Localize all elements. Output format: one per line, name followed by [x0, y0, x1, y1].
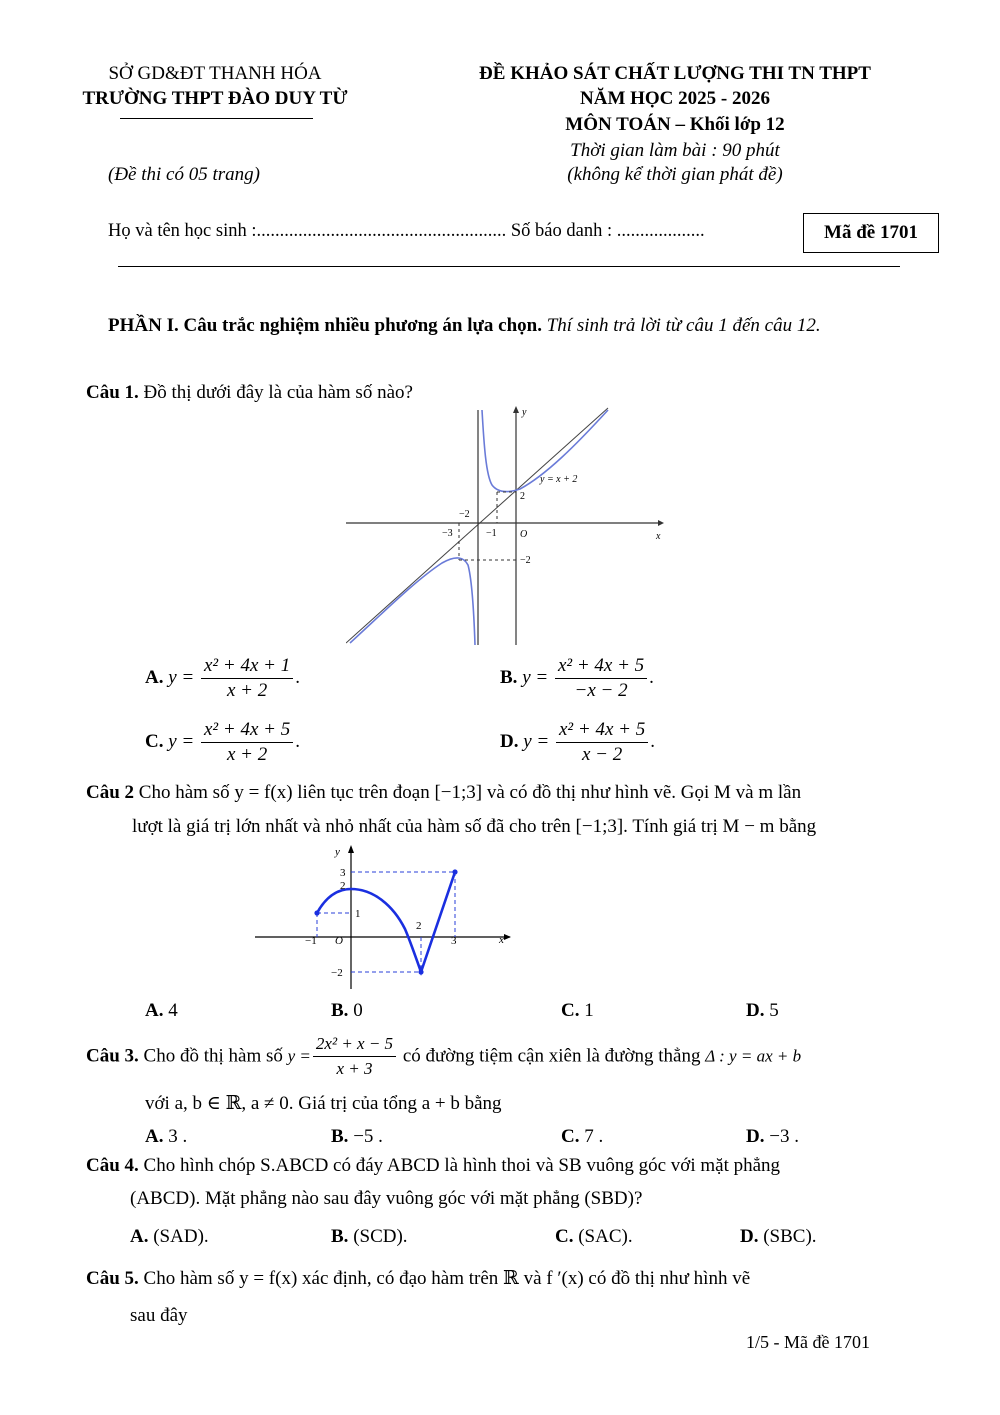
- q1-text: Đồ thị dưới đây là của hàm số nào?: [138, 382, 413, 403]
- q3-option-a-label: A.: [145, 1126, 164, 1147]
- school-name: TRƯỜNG THPT ĐÀO DUY TỪ: [82, 88, 348, 109]
- q2-point-end: [452, 869, 457, 874]
- q2-stem-line2: lượt là giá trị lớn nhất và nhỏ nhất của hàm số đã cho trên [−1;3]. Tính giá trị M − m bằng: [132, 816, 817, 837]
- q1-option-c-den: x + 2: [226, 744, 268, 765]
- q3-stem-line1: [86, 1032, 801, 1081]
- q4-option-b-label: B.: [331, 1226, 349, 1247]
- duration: Thời gian làm bài : 90 phút: [570, 140, 780, 161]
- q2-text-line1: Cho hàm số y = f(x) liên tục trên đoạn [−1;3] và có đồ thị như hình vẽ. Gọi M và m lần: [134, 782, 802, 803]
- q2-option-a-value: 4: [163, 1000, 178, 1021]
- part1-heading: [108, 315, 821, 337]
- q2-option-d[interactable]: [746, 1000, 779, 1022]
- q4-stem-line1: [86, 1155, 780, 1177]
- q4-option-a-label: A.: [130, 1226, 149, 1247]
- q1-option-c-post: .: [295, 730, 300, 752]
- q2-option-c[interactable]: [561, 1000, 594, 1022]
- q2-x-arrow: [504, 934, 511, 940]
- q1-y-label: y: [522, 407, 527, 418]
- q3-line-eq: Δ : y = ax + b: [705, 1046, 802, 1066]
- q2-tick-ym2: −2: [331, 967, 343, 979]
- q4-option-d[interactable]: [740, 1226, 817, 1248]
- page-footer: 1/5 - Mã đề 1701: [746, 1332, 870, 1352]
- q3-option-a[interactable]: [145, 1126, 187, 1148]
- school-department: SỞ GD&ĐT THANH HÓA: [108, 63, 322, 84]
- q5-label: Câu 5.: [86, 1268, 139, 1289]
- q3-option-b-value: −5 .: [348, 1126, 383, 1147]
- q1-option-b-den: −x − 2: [574, 680, 628, 701]
- q4-option-d-value: (SBC).: [758, 1226, 817, 1247]
- q1-option-d-den: x − 2: [581, 744, 623, 765]
- q3-option-d[interactable]: [746, 1126, 799, 1148]
- q2-option-b[interactable]: [331, 1000, 363, 1022]
- pages-note: (Đề thi có 05 trang): [108, 164, 260, 185]
- school-year: NĂM HỌC 2025 - 2026: [580, 88, 770, 109]
- q4-option-c-label: C.: [555, 1226, 574, 1247]
- q3-pre: Cho đồ thị hàm số: [138, 1045, 288, 1067]
- subject: MÔN TOÁN – Khối lớp 12: [565, 114, 785, 135]
- q2-x-label: x: [499, 934, 504, 946]
- q2-option-b-label: B.: [331, 1000, 349, 1021]
- q1-option-b-label: B.: [500, 666, 518, 688]
- q3-option-c-value: 7 .: [579, 1126, 604, 1147]
- duration-note: (không kể thời gian phát đề): [567, 164, 783, 185]
- q2-point-min: [418, 969, 423, 974]
- q1-option-a[interactable]: [145, 654, 300, 703]
- q1-tick-minus3: −3: [442, 528, 453, 539]
- q2-y-label: y: [335, 846, 340, 858]
- q1-option-a-den: x + 2: [226, 680, 268, 701]
- q1-y-arrow: [513, 406, 519, 413]
- q1-tick-minus2-y: −2: [459, 509, 470, 520]
- q2-option-c-value: 1: [579, 1000, 594, 1021]
- q1-option-d-num: x² + 4x + 5: [556, 718, 648, 743]
- q1-graph: [346, 405, 666, 647]
- q3-option-c-label: C.: [561, 1126, 580, 1147]
- q2-tick-x3: 3: [451, 935, 457, 947]
- q1-x-arrow: [658, 520, 664, 526]
- q4-text-line1: Cho hình chóp S.ABCD có đáy ABCD là hình thoi và SB vuông góc với mặt phẳng: [138, 1155, 781, 1176]
- q1-tick-minus2-right: −2: [520, 555, 531, 566]
- q1-option-a-pre: y =: [168, 666, 195, 688]
- q1-option-c[interactable]: [145, 718, 300, 767]
- q2-point-start: [314, 910, 319, 915]
- q2-graph: [255, 843, 515, 991]
- q3-stem-line2: với a, b ∈ ℝ, a ≠ 0. Giá trị của tổng a + b bằng: [145, 1093, 502, 1114]
- q4-option-b-value: (SCD).: [348, 1226, 408, 1247]
- q1-option-d-label: D.: [500, 730, 519, 752]
- q4-option-c[interactable]: [555, 1226, 633, 1248]
- q4-option-a[interactable]: [130, 1226, 209, 1248]
- q3-option-b[interactable]: [331, 1126, 383, 1148]
- q2-tick-y2: 2: [340, 880, 346, 892]
- q1-option-b-post: .: [649, 666, 654, 688]
- q4-option-d-label: D.: [740, 1226, 759, 1247]
- q3-option-c[interactable]: [561, 1126, 603, 1148]
- q2-option-c-label: C.: [561, 1000, 580, 1021]
- q3-mid: có đường tiệm cận xiên là đường thẳng: [398, 1045, 706, 1067]
- q1-option-b[interactable]: [500, 654, 654, 703]
- q1-stem: [86, 382, 413, 404]
- q1-asymptote-label: y = x + 2: [540, 474, 578, 485]
- q4-label: Câu 4.: [86, 1155, 139, 1176]
- part1-instruction: Thí sinh trả lời từ câu 1 đến câu 12.: [541, 315, 821, 336]
- q3-den: x + 3: [336, 1059, 373, 1078]
- q1-oblique-asymptote: [346, 408, 608, 643]
- q1-curve-left: [350, 558, 475, 645]
- q2-origin-label: O: [335, 935, 343, 947]
- q1-option-c-num: x² + 4x + 5: [201, 718, 293, 743]
- q3-label: Câu 3.: [86, 1045, 139, 1067]
- q1-tick-minus1: −1: [486, 528, 497, 539]
- q1-option-a-post: .: [295, 666, 300, 688]
- q2-tick-y3: 3: [340, 867, 346, 879]
- q1-option-b-pre: y =: [522, 666, 549, 688]
- q1-x-label: x: [656, 531, 661, 542]
- header-divider: [118, 266, 900, 267]
- q2-stem-line1: [86, 782, 801, 804]
- exam-title: ĐỀ KHẢO SÁT CHẤT LƯỢNG THI TN THPT: [479, 63, 871, 84]
- part1-title: PHẦN I. Câu trắc nghiệm nhiều phương án lựa chọn.: [108, 315, 542, 336]
- q1-origin-label: O: [520, 529, 528, 540]
- q2-tick-y1: 1: [355, 908, 361, 920]
- q1-option-c-label: C.: [145, 730, 164, 752]
- q3-option-a-value: 3 .: [163, 1126, 188, 1147]
- q2-label: Câu 2: [86, 782, 135, 803]
- q2-tick-xm1: −1: [305, 935, 317, 947]
- q2-option-a[interactable]: [145, 1000, 178, 1022]
- q2-option-a-label: A.: [145, 1000, 164, 1021]
- exam-code-box: Mã đề 1701: [803, 213, 939, 253]
- q3-num: 2x² + x − 5: [313, 1032, 396, 1057]
- q4-stem-line2: (ABCD). Mặt phẳng nào sau đây vuông góc với mặt phẳng (SBD)?: [130, 1188, 643, 1209]
- q1-option-b-num: x² + 4x + 5: [555, 654, 647, 679]
- q3-option-d-value: −3 .: [764, 1126, 799, 1147]
- q3-option-b-label: B.: [331, 1126, 349, 1147]
- q5-stem-line2: sau đây: [130, 1305, 188, 1326]
- q1-tick-2: 2: [520, 491, 525, 502]
- student-info-line: Họ và tên học sinh :...................................................... Số báo danh : ...................: [108, 221, 705, 241]
- school-underline: [120, 118, 313, 119]
- q2-option-b-value: 0: [348, 1000, 363, 1021]
- q3-func-pre: y =: [287, 1046, 311, 1066]
- q2-tick-x2: 2: [416, 920, 422, 932]
- q1-option-c-pre: y =: [168, 730, 195, 752]
- q2-curve: [317, 872, 455, 972]
- q1-label: Câu 1.: [86, 382, 139, 403]
- q4-option-a-value: (SAD).: [148, 1226, 209, 1247]
- q3-option-d-label: D.: [746, 1126, 765, 1147]
- q1-option-a-num: x² + 4x + 1: [201, 654, 293, 679]
- q2-y-arrow: [348, 845, 354, 853]
- q5-text-line1: Cho hàm số y = f(x) xác định, có đạo hàm trên ℝ và f ′(x) có đồ thị như hình vẽ: [138, 1268, 751, 1289]
- q4-option-b[interactable]: [331, 1226, 408, 1248]
- q2-option-d-value: 5: [764, 1000, 779, 1021]
- q1-option-a-label: A.: [145, 666, 164, 688]
- q1-option-d-post: .: [650, 730, 655, 752]
- q1-option-d-pre: y =: [523, 730, 550, 752]
- q2-option-d-label: D.: [746, 1000, 765, 1021]
- q5-stem-line1: [86, 1267, 750, 1290]
- q1-option-d[interactable]: [500, 718, 655, 767]
- q4-option-c-value: (SAC).: [573, 1226, 633, 1247]
